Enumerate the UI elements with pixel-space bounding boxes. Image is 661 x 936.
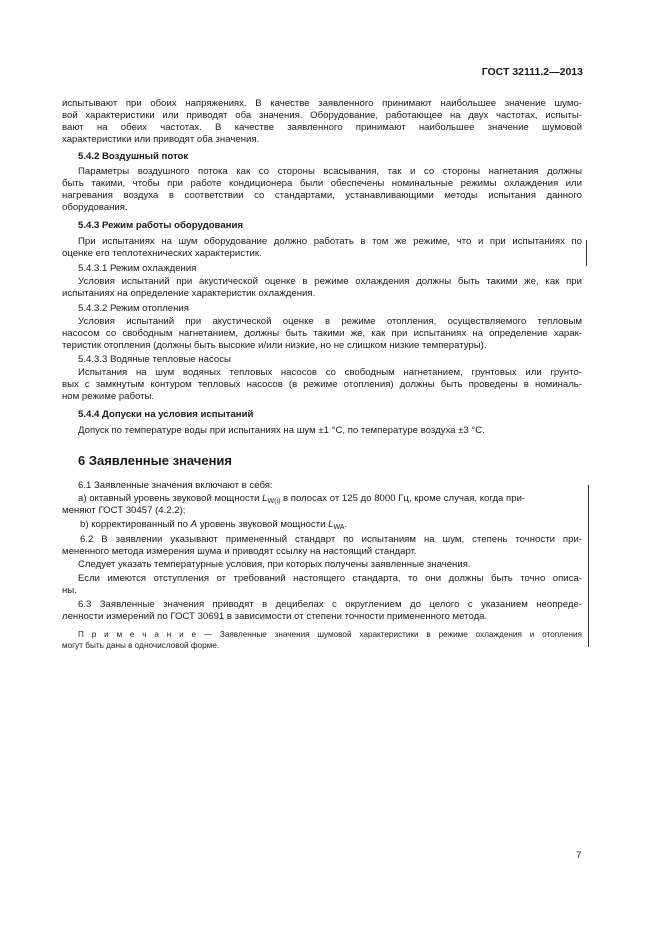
list-item-b-text-cont: уровень звуковой мощности	[199, 519, 326, 530]
paragraph-line: ленности измерений по ГОСТ 30691 в зависимости от степени точности примененного метода.	[62, 611, 488, 622]
symbol-subscript-wi: W(i)	[267, 498, 281, 505]
paragraph-line: вой характеристики или приводят оба значения. Оборудование, работающее на двух частотах, испыты-	[62, 110, 582, 121]
paragraph-line: 6.1 Заявленные значения включают в себя:	[78, 480, 273, 491]
paragraph-line: При испытаниях на шум оборудование должно работать в том же режиме, что и при испытаниях по	[78, 236, 582, 247]
symbol-L: L	[262, 493, 268, 504]
list-item-a-text-cont: в полосах от 125 до 8000 Гц, кроме случая, когда при-	[283, 493, 526, 504]
period: .	[344, 519, 348, 530]
section-heading-5-4-4: 5.4.4 Допуски на условия испытаний	[78, 409, 254, 420]
paragraph-line: Испытания на шум водяных тепловых насосов со свободным нагнетанием, грунтовых или грунто-	[78, 367, 582, 378]
list-item-b-text: b) корректированный по	[80, 519, 188, 530]
section-heading-5-4-2: 5.4.2 Воздушный поток	[78, 151, 189, 162]
paragraph-line: оценке его теплотехнических характеристик.	[62, 248, 262, 259]
paragraph-line: Условия испытаний при акустической оценке в режиме охлаждения должны быть такими же, как при	[78, 276, 582, 287]
paragraph-line: нагревания воздуха в соответствии со стандартами, устанавливающими методы испытания данного	[62, 190, 582, 201]
paragraph-line: вают на обеих частотах. В качестве заявленного принимают наибольшее значение шумовой	[62, 122, 582, 133]
paragraph-line: Допуск по температуре воды при испытаниях на шум ±1 °С, по температуре воздуха ±3 °С.	[78, 425, 485, 436]
paragraph-line: меняют ГОСТ 30457 (4.2.2);	[62, 505, 186, 516]
paragraph-line: 6.2 В заявлении указывают примененный стандарт по испытаниям на шум, степень точности при-	[80, 534, 582, 545]
symbol-A: A	[190, 519, 198, 530]
note-line: П р и м е ч а н и е — Заявленные значения шумовой характеристики в режиме охлаждения и отопления	[78, 630, 582, 639]
paragraph-line: оборудования.	[62, 202, 128, 213]
document-header: ГОСТ 32111.2—2013	[481, 66, 583, 78]
list-item-b	[80, 519, 600, 534]
paragraph-line: испытаниях на определение характеристик охлаждения.	[62, 288, 316, 299]
paragraph-line: вых с замкнутым контуром тепловых насосов (в режиме отопления) должны быть проведены в номиналь-	[62, 379, 582, 390]
paragraph-line: Если имеются отступления от требований настоящего стандарта, то они должны быть точно описа-	[78, 573, 582, 584]
symbol-L: L	[328, 519, 334, 530]
paragraph-line: быть такими, чтобы при работе кондиционера были обеспечены номинальные режимы охлаждения или	[62, 178, 582, 189]
paragraph-line: испытывают при обоих напряжениях. В качестве заявленного принимают наибольшее значение шумо-	[62, 98, 582, 109]
paragraph-line: ны.	[62, 585, 77, 596]
paragraph-line: ном режиме работы.	[62, 391, 155, 402]
paragraph-line: насосом со свободным нагнетанием, должны быть такими же, как при испытаниях на определение харак-	[62, 328, 582, 339]
paragraph-line: теристик отопления (должны быть высокие и/или низкие, но не слишком низкие температуры).	[62, 340, 487, 351]
list-item-a-text: а) октавный уровень звуковой мощности	[78, 493, 260, 504]
page-number: 7	[576, 850, 582, 861]
subsection-heading-5-4-3-3: 5.4.3.3 Водяные тепловые насосы	[78, 354, 231, 365]
paragraph-line: Параметры воздушного потока как со стороны всасывания, так и со стороны нагнетания должны	[78, 166, 582, 177]
paragraph-line: 6.3 Заявленные значения приводят в децибелах с округлением до целого с указанием неопреде-	[78, 599, 582, 610]
section-heading-6: 6 Заявленные значения	[78, 453, 233, 468]
subsection-heading-5-4-3-2: 5.4.3.2 Режим отопления	[78, 303, 189, 314]
symbol-subscript-wa: WA	[333, 524, 345, 531]
paragraph-line: Условия испытаний при акустической оценке в режиме отопления, осуществляемого тепловым	[78, 316, 582, 327]
paragraph-line: мененного метода измерения шума и приводят ссылку на настоящий стандарт.	[62, 546, 417, 557]
subsection-heading-5-4-3-1: 5.4.3.1 Режим охлаждения	[78, 263, 197, 274]
paragraph-line: характеристики или приводят оба значения.	[62, 134, 260, 145]
note-line: могут быть даны в одночисловой форме.	[62, 641, 220, 650]
paragraph-line: Следует указать температурные условия, при которых получены заявленные значения.	[78, 559, 471, 570]
section-heading-5-4-3: 5.4.3 Режим работы оборудования	[78, 220, 243, 231]
